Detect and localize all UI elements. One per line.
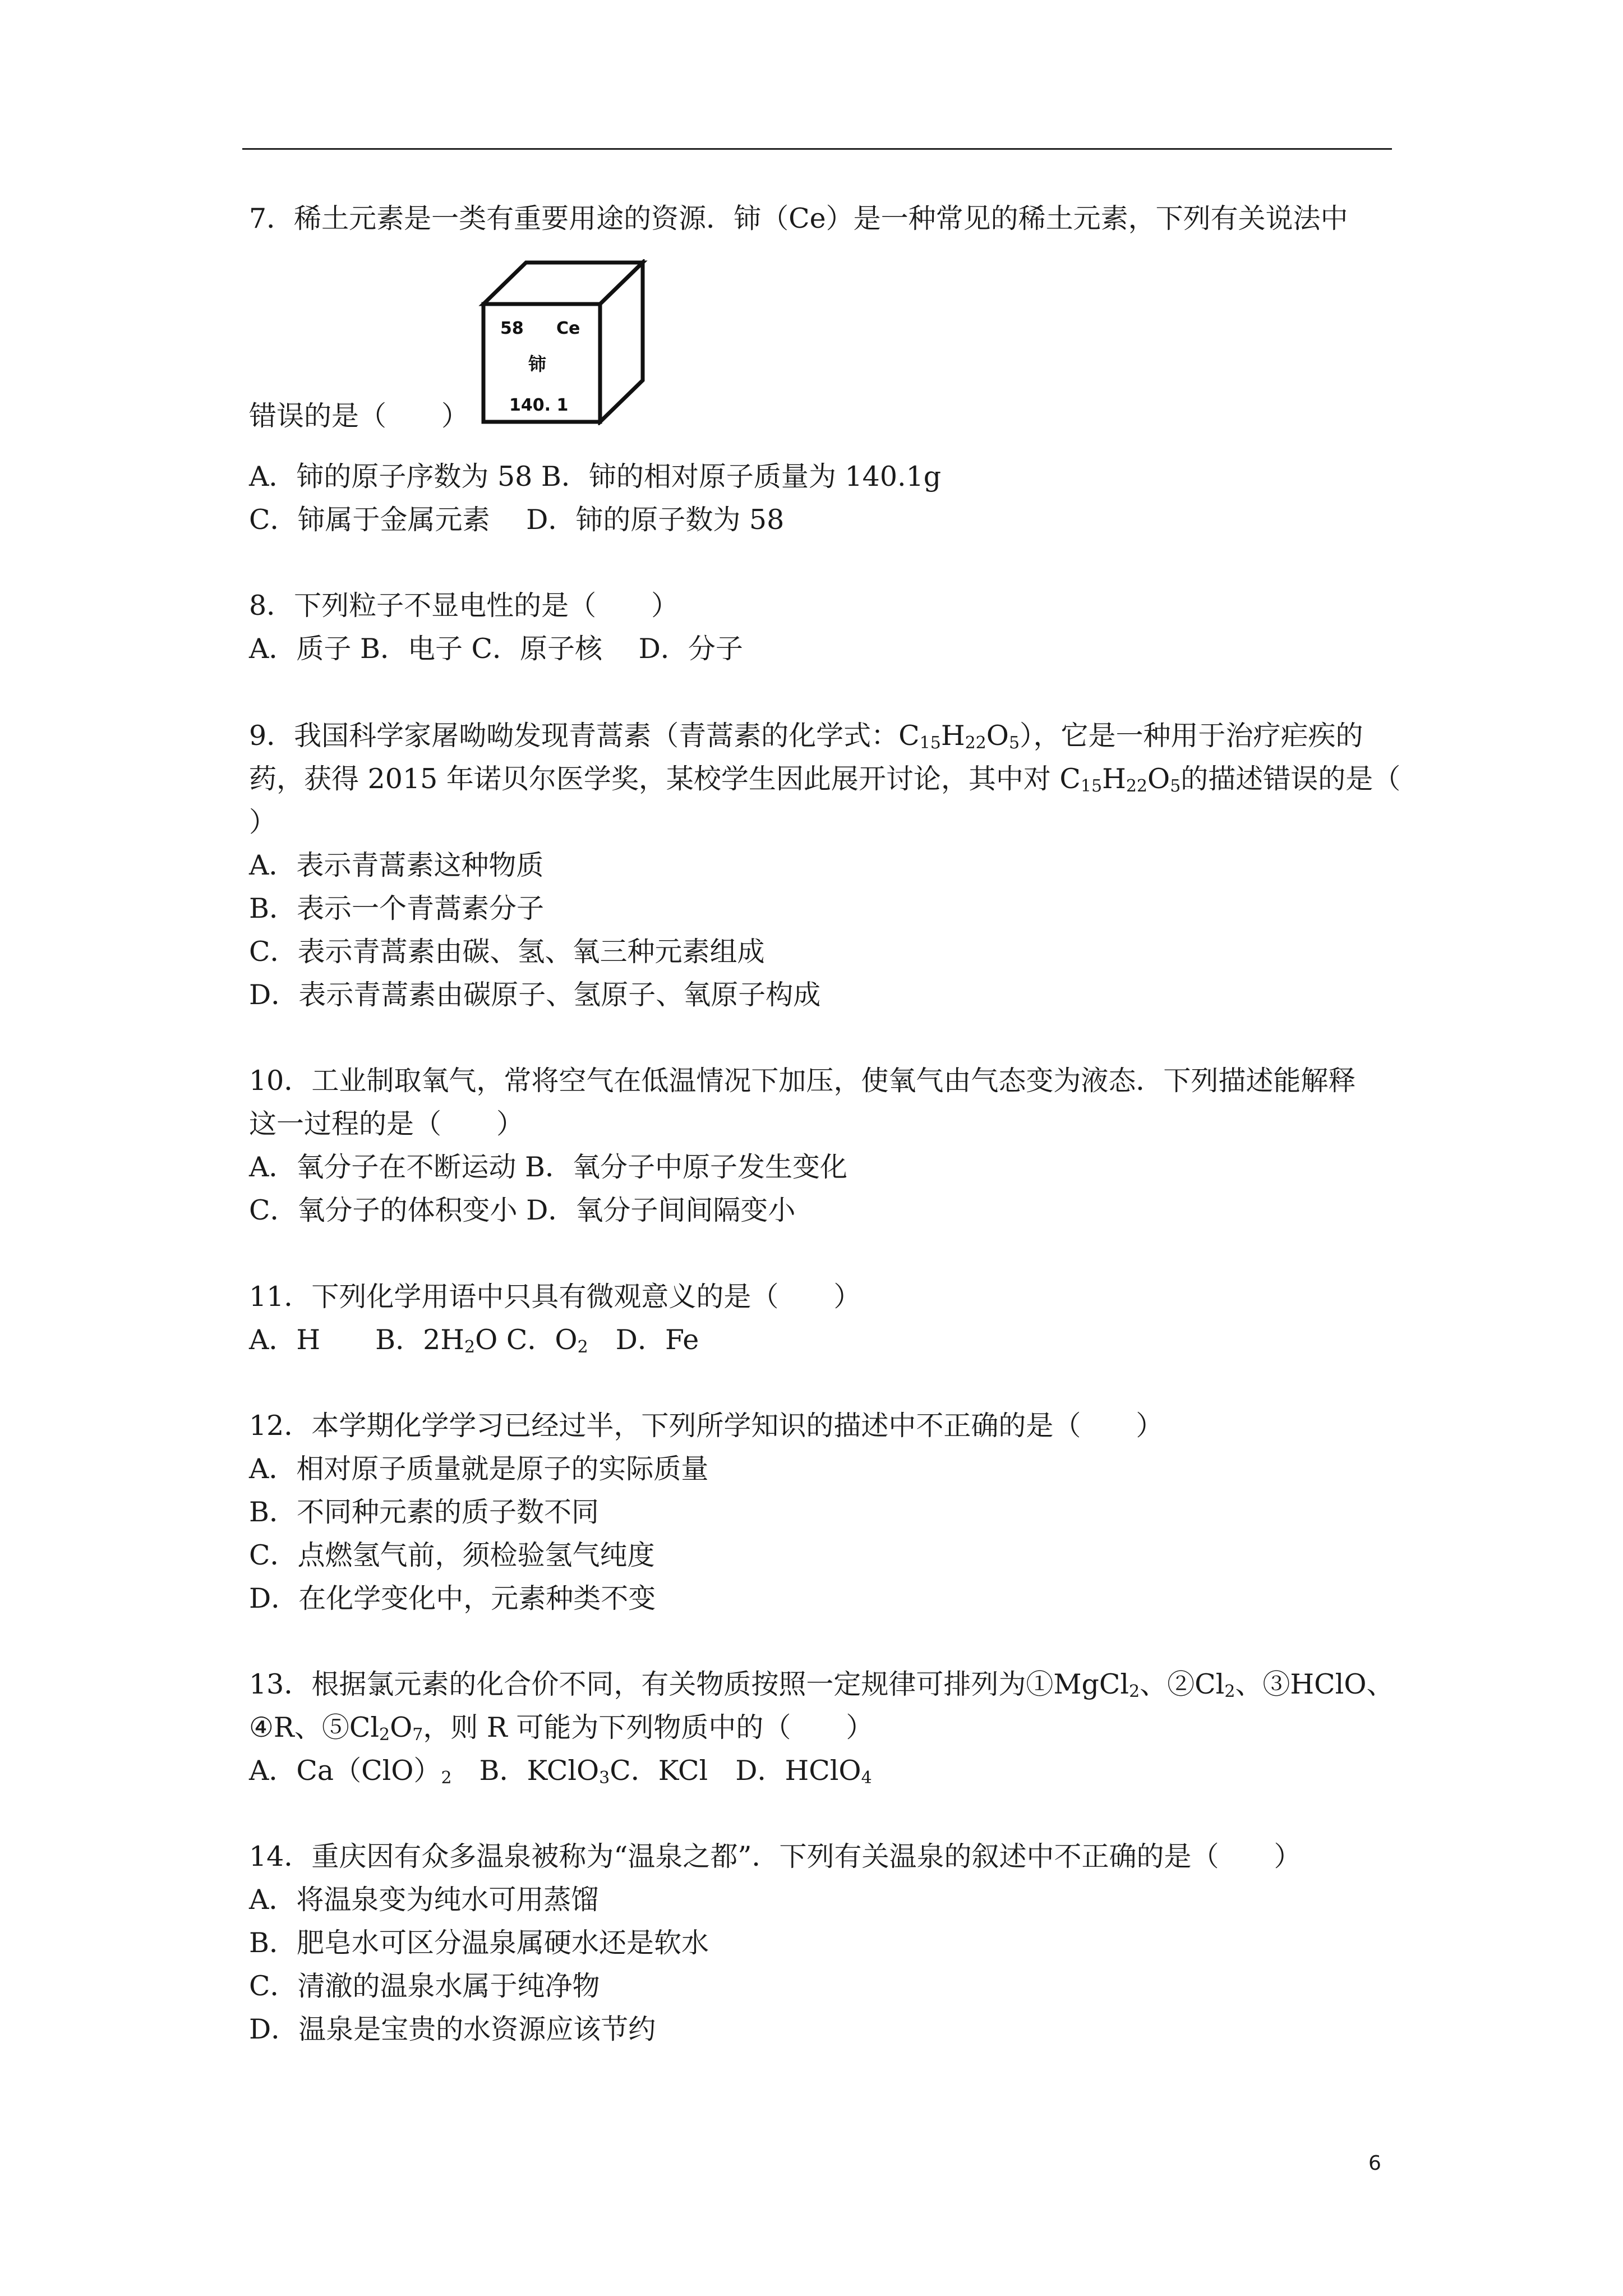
q10-stem-line2: 这一过程的是（ ）	[249, 1108, 524, 1140]
element-card-figure	[474, 259, 649, 425]
q9-option-a: A．表示青蒿素这种物质	[249, 849, 544, 881]
q14-option-c: C．清澈的温泉水属于纯净物	[249, 1970, 600, 2002]
page-number: 6	[1368, 2152, 1381, 2175]
q14-option-a: A．将温泉变为纯水可用蒸馏	[249, 1884, 599, 1916]
q11-stem: 11．下列化学用语中只具有微观意义的是（ ）	[249, 1281, 861, 1313]
element-atomic-mass: 140. 1	[509, 395, 569, 415]
q7-stem-line1: 7．稀土元素是一类有重要用途的资源．铈（Ce）是一种常见的稀土元素，下列有关说法中	[249, 203, 1348, 234]
q14-stem: 14．重庆因有众多温泉被称为“温泉之都”．下列有关温泉的叙述中不正确的是（ ）	[249, 1841, 1302, 1872]
q12-stem: 12．本学期化学学习已经过半，下列所学知识的描述中不正确的是（ ）	[249, 1410, 1164, 1442]
element-atomic-number: 58	[500, 319, 524, 338]
q8-options: A．质子 B．电子 C．原子核 D．分子	[249, 633, 743, 665]
q11-options: A．H B．$2H_2O$ C．$O_2$ D．Fe	[249, 1324, 699, 1357]
q9-stem-line2: 药，获得 2015 年诺贝尔医学奖，某校学生因此展开讨论，其中对 $C_{15}H_{22}O_5$的描述错误的是（	[249, 763, 1401, 796]
q13-stem-line2: ④R、$⑤Cl_2O_7$，则 R 可能为下列物质中的（ ）	[249, 1711, 874, 1745]
q9-stem-line1: 9．我国科学家屠呦呦发现青蒿素（青蒿素的化学式：$C_{15}H_{22}O_5$），它是一种用于治疗疟疾的	[249, 720, 1363, 753]
q7-stem-line2: 错误的是（ ）	[249, 400, 469, 432]
q9-stem-line3: ）	[249, 806, 277, 838]
q10-options-line2: C．氧分子的体积变小 D．氧分子间间隔变小	[249, 1194, 796, 1226]
element-symbol: Ce	[556, 319, 580, 338]
q9-option-b: B．表示一个青蒿素分子	[249, 892, 545, 924]
q10-options-line1: A．氧分子在不断运动 B．氧分子中原子发生变化	[249, 1151, 847, 1183]
q10-stem-line1: 10．工业制取氧气，常将空气在低温情况下加压，使氧气由气态变为液态．下列描述能解释	[249, 1065, 1356, 1097]
q12-option-d: D．在化学变化中，元素种类不变	[249, 1582, 656, 1614]
element-name: 铈	[528, 353, 547, 375]
q13-options: A．$Ca(ClO)_2$ B．KClO$_3$C．KCl D．HClO$_4$	[249, 1755, 872, 1788]
q7-options-line1: A．铈的原子序数为 58 B．铈的相对原子质量为 140.1g	[249, 461, 942, 493]
q12-option-b: B．不同种元素的质子数不同	[249, 1496, 600, 1528]
q9-option-d: D．表示青蒿素由碳原子、氢原子、氧原子构成	[249, 979, 821, 1011]
q13-stem-line1: 13．根据氯元素的化合价不同，有关物质按照一定规律可排列为①MgCl$_2$、$②Cl_2$、③HClO、	[249, 1668, 1394, 1701]
q12-option-a: A．相对原子质量就是原子的实际质量	[249, 1453, 709, 1485]
q7-options-line2: C．铈属于金属元素 D．铈的原子数为 58	[249, 504, 785, 536]
q8-stem: 8．下列粒子不显电性的是（ ）	[249, 590, 679, 622]
q9-option-c: C．表示青蒿素由碳、氢、氧三种元素组成	[249, 936, 765, 968]
header-rule	[242, 148, 1392, 150]
q12-option-c: C．点燃氢气前，须检验氢气纯度	[249, 1539, 655, 1571]
q14-option-b: B．肥皂水可区分温泉属硬水还是软水	[249, 1927, 709, 1959]
q14-option-d: D．温泉是宝贵的水资源应该节约	[249, 2013, 656, 2045]
